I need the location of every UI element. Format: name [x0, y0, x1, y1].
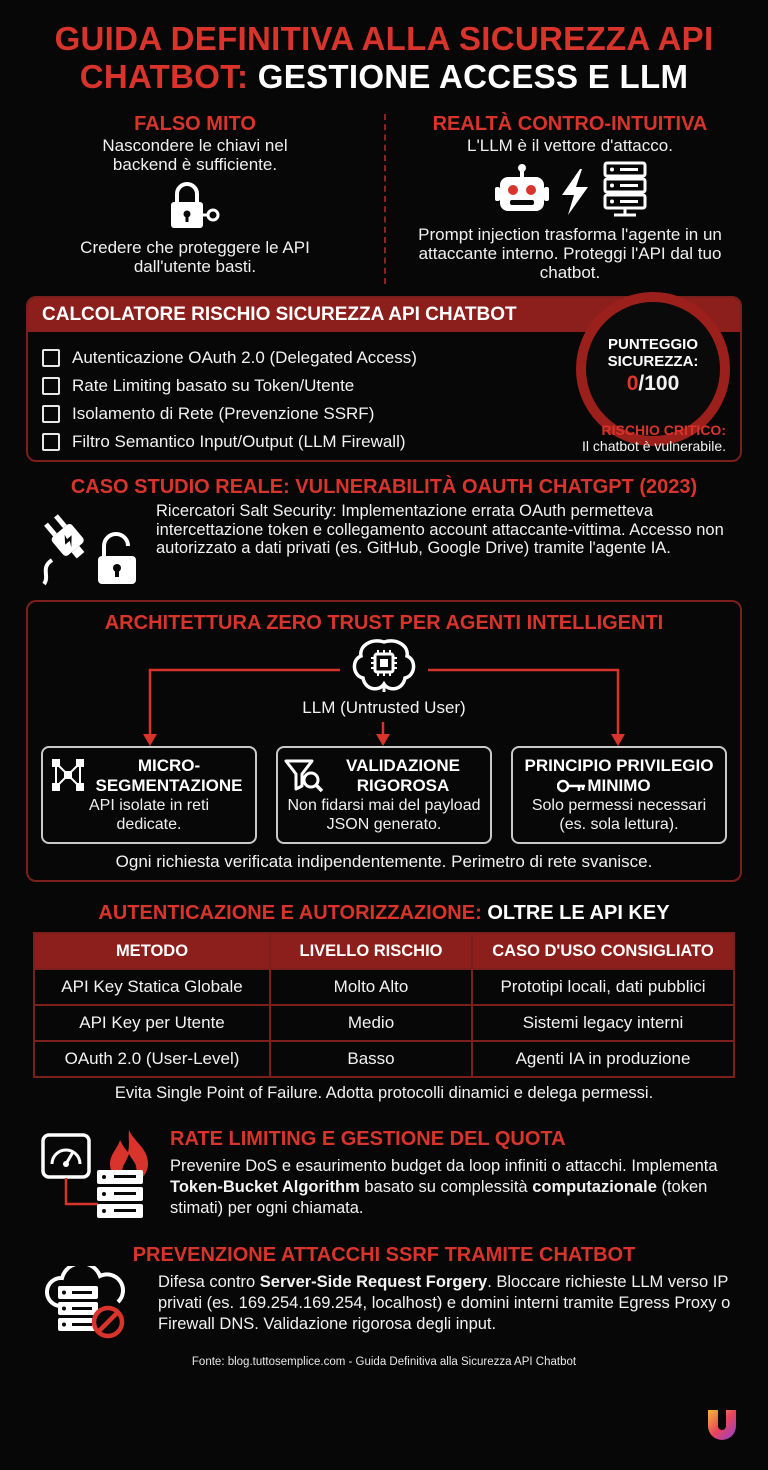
- checklist-label: Filtro Semantico Input/Output (LLM Firewall): [72, 432, 406, 451]
- card-text: Solo permessi necessari (es. sola lettura).: [531, 797, 707, 833]
- table-cell: Molto Alto: [270, 969, 472, 1005]
- table-row: [34, 969, 734, 1005]
- checklist-item-semantic-filter[interactable]: [42, 428, 417, 456]
- auth-methods-table: [33, 932, 735, 1078]
- myth-section: [30, 112, 360, 276]
- lightning-icon: [558, 167, 592, 217]
- checkbox-oauth[interactable]: [42, 349, 60, 367]
- checklist-label: Rate Limiting basato su Token/Utente: [72, 376, 355, 395]
- rate-limiting-heading: RATE LIMITING E GESTIONE DEL QUOTA: [170, 1128, 566, 1150]
- auth-heading-red: AUTENTICAZIONE E AUTORIZZAZIONE:: [98, 902, 482, 924]
- rl-text-b: Token-Bucket Algorithm: [170, 1178, 360, 1196]
- reality-text-1: L'LLM è il vettore d'attacco.: [467, 136, 673, 155]
- risk-calculator-panel: [26, 296, 742, 462]
- table-row: [34, 1041, 734, 1077]
- card-title: MICRO-SEGMENTAZIONE: [95, 756, 243, 795]
- card-title: PRINCIPIO PRIVILEGIO MINIMO: [524, 756, 714, 795]
- case-study-heading: CASO STUDIO REALE: VULNERABILITÀ OAUTH CHATGPT (2023): [70, 476, 698, 498]
- reality-text-2: Prompt injection trasforma l'agente in un attaccante interno. Proteggi l'API dal tuo chatbot.: [418, 225, 722, 282]
- table-cell: Prototipi locali, dati pubblici: [472, 969, 734, 1005]
- auth-heading: [0, 902, 768, 925]
- rl-text-d: computazionale: [532, 1178, 657, 1196]
- ssrf-text-b: Server-Side Request Forgery: [259, 1273, 488, 1291]
- table-cell: Basso: [270, 1041, 472, 1077]
- brand-logo-icon: [702, 1404, 742, 1444]
- zero-trust-heading: ARCHITETTURA ZERO TRUST PER AGENTI INTELLIGENTI: [104, 612, 664, 634]
- score-label: PUNTEGGIO SICUREZZA:: [607, 336, 699, 370]
- table-header-row: [34, 933, 734, 969]
- robot-icon: [494, 163, 550, 217]
- zero-trust-footer: Ogni richiesta verificata indipendentemente. Perimetro di rete svanisce.: [115, 852, 653, 871]
- card-title: VALIDAZIONE RIGOROSA: [346, 756, 460, 795]
- table-row: [34, 1005, 734, 1041]
- card-strict-validation: [276, 746, 492, 844]
- reality-heading: REALTÀ CONTRO-INTUITIVA: [432, 113, 708, 135]
- open-lock-icon: [94, 532, 140, 586]
- checklist-label: Isolamento di Rete (Prevenzione SSRF): [72, 404, 375, 423]
- page-title: [0, 20, 768, 96]
- reality-section: [400, 112, 740, 282]
- risk-title: RISCHIO CRITICO:: [601, 422, 726, 438]
- server-stack-icon: [94, 1166, 146, 1222]
- table-cell: Agenti IA in produzione: [472, 1041, 734, 1077]
- checklist-label: Autenticazione OAuth 2.0 (Delegated Access): [72, 348, 417, 367]
- auth-heading-white: OLTRE LE API KEY: [487, 902, 670, 924]
- column-divider: [384, 114, 386, 284]
- padlock-key-icon: [165, 182, 225, 232]
- myth-text-2: Credere che proteggere le API dall'utente basti.: [80, 238, 310, 276]
- table-cell: Sistemi legacy interni: [472, 1005, 734, 1041]
- rl-text-e: (token stimati) per ogni chiamata.: [170, 1178, 708, 1217]
- checkbox-rate-limiting[interactable]: [42, 377, 60, 395]
- card-text: API isolate in reti dedicate.: [88, 797, 210, 833]
- auth-footer: Evita Single Point of Failure. Adotta protocolli dinamici e delega permessi.: [114, 1084, 654, 1102]
- table-cell: API Key per Utente: [34, 1005, 270, 1041]
- ssrf-heading: PREVENZIONE ATTACCHI SSRF TRAMITE CHATBOT: [132, 1244, 636, 1266]
- funnel-search-icon: [284, 758, 324, 794]
- brain-chip-icon: [349, 636, 419, 696]
- checklist-item-rate-limiting[interactable]: [42, 372, 417, 400]
- key-icon: [557, 779, 587, 793]
- calculator-checklist: [42, 344, 417, 456]
- score-max: /100: [638, 372, 680, 395]
- card-text: Non fidarsi mai del payload JSON generato.: [287, 797, 481, 833]
- card-least-privilege: [511, 746, 727, 844]
- title-line-2-white: GESTIONE ACCESS E LLM: [257, 58, 689, 95]
- checklist-item-oauth[interactable]: [42, 344, 417, 372]
- score-number: 0: [626, 372, 639, 395]
- gauge-icon: [40, 1132, 92, 1180]
- card-micro-segmentation: [41, 746, 257, 844]
- risk-text: Il chatbot è vulnerabile.: [582, 438, 726, 454]
- table-cell: OAuth 2.0 (User-Level): [34, 1041, 270, 1077]
- ssrf-text-c: . Bloccare richieste LLM verso IP privati (es. 169.254.169.254, localhost) e domini interni tramite Egress Proxy o Firewall DNS. Validazione rigorosa degli input.: [158, 1273, 731, 1333]
- risk-status: [506, 422, 726, 454]
- ssrf-text: [158, 1272, 748, 1335]
- plug-icon: [40, 508, 100, 586]
- title-line-2-red: CHATBOT:: [79, 58, 249, 95]
- reality-icons: [400, 161, 740, 221]
- table-cell: API Key Statica Globale: [34, 969, 270, 1005]
- table-cell: Medio: [270, 1005, 472, 1041]
- myth-text-1: Nascondere le chiavi nel backend è sufficiente.: [102, 136, 288, 174]
- llm-label: LLM (Untrusted User): [302, 698, 466, 717]
- case-study-text: Ricercatori Salt Security: Implementazione errata OAuth permetteva intercettazione token e collegamento account attaccante-vittima. Accesso non autorizzato a dati privati (es. GitHub, Google Drive) tramite l'agente IA.: [156, 502, 724, 557]
- ssrf-text-a: Difesa contro: [158, 1273, 260, 1291]
- cloud-server-block-icon: [42, 1266, 134, 1340]
- calculator-heading: CALCOLATORE RISCHIO SICUREZZA API CHATBOT: [42, 304, 517, 325]
- checkbox-semantic-filter[interactable]: [42, 433, 60, 451]
- rate-limiting-text: [170, 1156, 740, 1219]
- checkbox-network-isolation[interactable]: [42, 405, 60, 423]
- case-study-icons: [40, 508, 144, 588]
- rl-text-c: basato su complessità: [359, 1178, 533, 1196]
- score-value: [586, 372, 720, 396]
- source-credit: Fonte: blog.tuttosemplice.com - Guida Definitiva alla Sicurezza API Chatbot: [191, 1356, 577, 1368]
- server-icon: [602, 161, 648, 217]
- title-line-1: GUIDA DEFINITIVA ALLA SICUREZZA API: [54, 20, 714, 57]
- column-header-risk: LIVELLO RISCHIO: [270, 933, 472, 969]
- myth-heading: FALSO MITO: [134, 113, 256, 135]
- column-header-use-case: CASO D'USO CONSIGLIATO: [472, 933, 734, 969]
- checklist-item-network-isolation[interactable]: [42, 400, 417, 428]
- network-nodes-icon: [51, 758, 85, 792]
- column-header-method: METODO: [34, 933, 270, 969]
- rl-text-a: Prevenire DoS e esaurimento budget da loop infiniti o attacchi. Implementa: [170, 1157, 718, 1175]
